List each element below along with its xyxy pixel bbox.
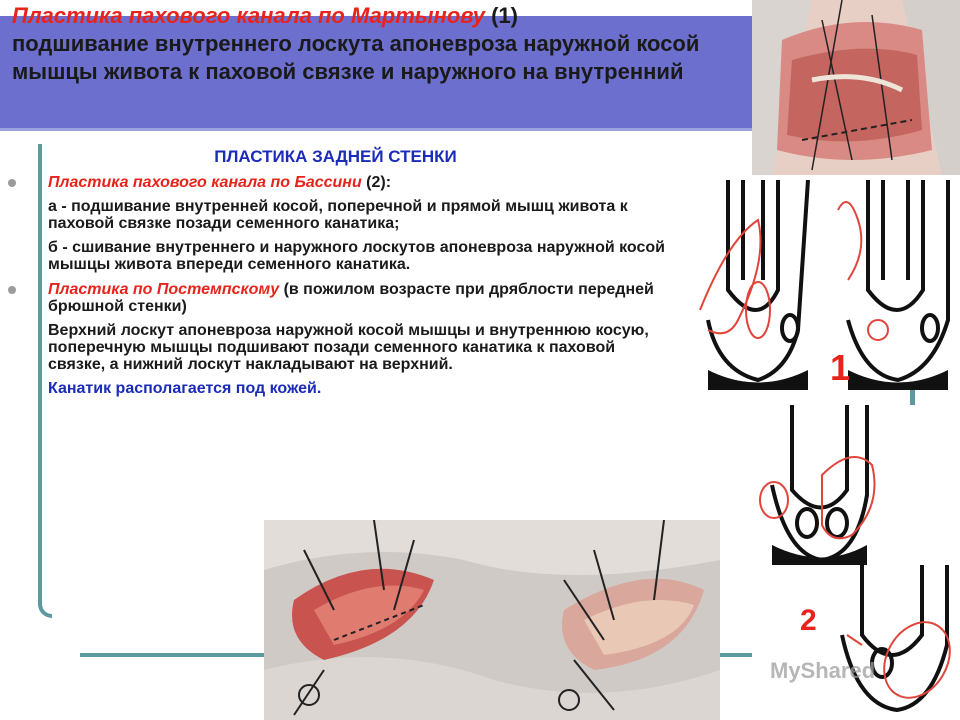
bullet-bassini-title: Пластика пахового канала по Бассини xyxy=(48,174,362,191)
bullet-postempsky-ref: (в пожилом возрасте при дряблости передней брюшной стенки) xyxy=(48,281,654,315)
postempsky-para: Верхний лоскут апоневроза наружной косой мышцы и внутреннюю косую, поперечную мышцы подшивают позади семенного канатика к паховой связке, а нижний лоскут накладывают на верхний. xyxy=(48,322,649,373)
bullet-postempsky-title: Пластика по Постемпскому xyxy=(48,281,280,298)
surgery-photo-top xyxy=(752,0,960,175)
figure-label-1: 1 xyxy=(830,347,851,388)
title-rest: подшивание внутреннего лоскута апоневроза наружной косой мышцы живота к паховой связке и наружного на внутренний xyxy=(12,31,700,84)
postempsky-note: Канатик располагается под кожей. xyxy=(48,380,322,397)
title-red-part: Пластика пахового канала по Мартынову xyxy=(12,3,485,28)
surgery-photo-bottom xyxy=(264,520,720,720)
bullet-bassini xyxy=(48,174,668,191)
diagram-martynov xyxy=(698,180,960,390)
title-underline xyxy=(0,128,752,131)
slide-title xyxy=(12,2,752,86)
bassini-para-b: б - сшивание внутреннего и наружного лоскутов апоневроза наружной косой мышцы живота впереди семенного канатика. xyxy=(48,239,665,273)
figure-label-2: 2 xyxy=(800,604,817,637)
bassini-para-a: а - подшивание внутренней косой, поперечной и прямой мышц живота к паховой связке позади семенного канатика; xyxy=(48,198,628,232)
slide-content xyxy=(48,148,668,397)
title-ref: (1) xyxy=(484,3,518,28)
section-heading: ПЛАСТИКА ЗАДНЕЙ СТЕНКИ xyxy=(214,147,457,166)
bullet-bassini-ref: (2): xyxy=(361,174,392,191)
watermark: MyShared xyxy=(770,658,876,683)
bullet-postempsky xyxy=(48,281,668,315)
